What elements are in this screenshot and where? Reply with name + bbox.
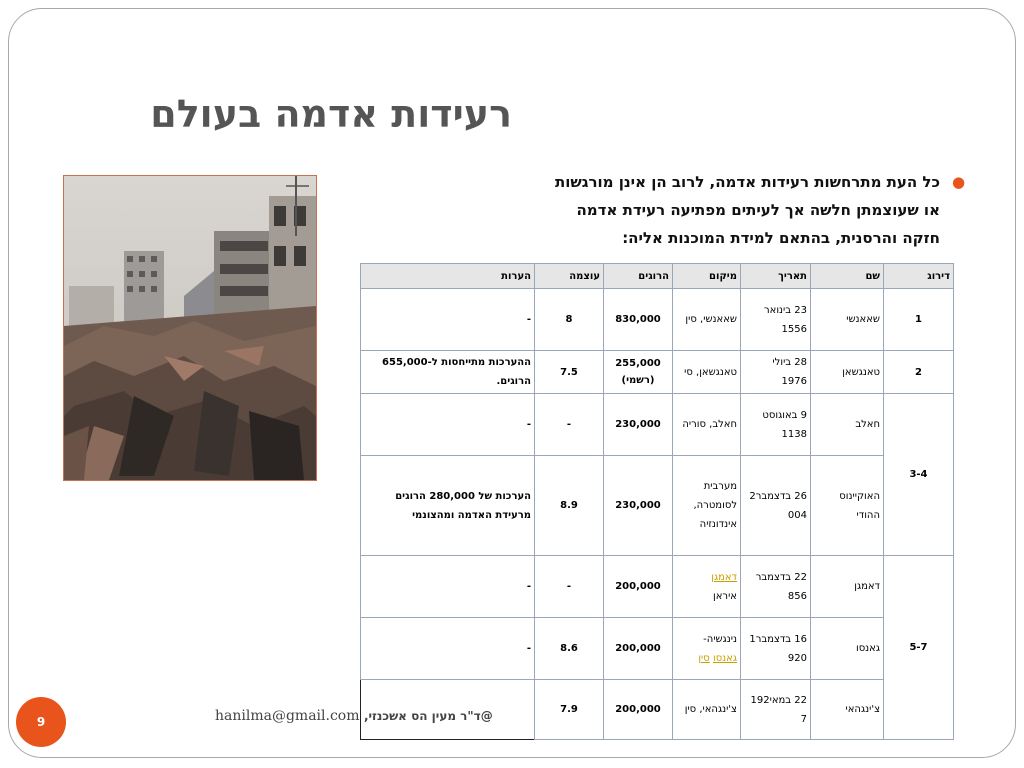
table-row — [361, 556, 954, 618]
footer-email: hanilma@gmail.com — [215, 708, 360, 724]
cell-location: צ'ינגהאי, סין — [673, 680, 741, 740]
cell-deaths: 230,000 — [604, 394, 673, 456]
cell-notes: - — [361, 394, 535, 456]
location-text: נינגשיה- — [703, 633, 737, 645]
cell-deaths: 230,000 — [604, 456, 673, 556]
cell-date: 22 במאי192 7 — [741, 680, 811, 740]
cell-magnitude: 8 — [535, 289, 604, 351]
earthquake-table — [360, 263, 954, 740]
cell-name: שאאנשי — [811, 289, 884, 351]
cell-location — [673, 556, 741, 618]
cell-deaths: 200,000 — [604, 618, 673, 680]
header-location: מיקום — [673, 264, 741, 289]
cell-deaths: 200,000 — [604, 556, 673, 618]
header-magnitude: עוצמה — [535, 264, 604, 289]
bullet-line: חזקה והרסנית, בהתאם למידת המוכנות אליה: — [622, 229, 940, 247]
bullet-paragraph — [480, 168, 940, 252]
table-row — [361, 351, 954, 394]
cell-location: שאאנשי, סין — [673, 289, 741, 351]
table-row — [361, 618, 954, 680]
cell-notes: הערכות של 280,000 הרוגים מרעידת האדמה ומהצונמי — [361, 456, 535, 556]
header-date: תאריך — [741, 264, 811, 289]
cell-magnitude: 7.5 — [535, 351, 604, 394]
cell-date: 22 בדצמבר 856 — [741, 556, 811, 618]
cell-rank: 3-4 — [884, 394, 954, 556]
table-row — [361, 289, 954, 351]
cell-date: 16 בדצמבר1 920 — [741, 618, 811, 680]
cell-magnitude: - — [535, 394, 604, 456]
header-rank: דירוג — [884, 264, 954, 289]
header-notes: הערות — [361, 264, 535, 289]
cell-rank: 5-7 — [884, 556, 954, 740]
cell-deaths: 830,000 — [604, 289, 673, 351]
table-header-row — [361, 264, 954, 289]
page-number-badge: 9 — [16, 697, 66, 747]
bullet-icon: ● — [952, 173, 966, 191]
bullet-line: או שעוצמתן חלשה אך לעיתים מפתיעה רעידת אדמה — [576, 201, 940, 219]
bullet-line: כל העת מתרחשות רעידות אדמה, לרוב הן אינן מורגשות — [555, 173, 940, 191]
cell-date: 9 באוגוסט 1138 — [741, 394, 811, 456]
location-text: איראן — [713, 590, 737, 602]
cell-location: מערבית לסומטרה, אינדונזיה — [673, 456, 741, 556]
cell-magnitude: 8.6 — [535, 618, 604, 680]
table-row — [361, 394, 954, 456]
cell-date: 28 ביולי 1976 — [741, 351, 811, 394]
slide-footer — [215, 708, 493, 724]
cell-rank: 1 — [884, 289, 954, 351]
cell-rank: 2 — [884, 351, 954, 394]
cell-date: 23 בינואר 1556 — [741, 289, 811, 351]
cell-magnitude: - — [535, 556, 604, 618]
footer-author: @ד"ר מעין הס אשכנזי, — [363, 709, 493, 723]
cell-notes: - — [361, 556, 535, 618]
location-link[interactable]: גאנסו — [712, 652, 737, 664]
table-row — [361, 456, 954, 556]
cell-location: חאלב, סוריה — [673, 394, 741, 456]
cell-notes: - — [361, 618, 535, 680]
cell-name: צ'ינגהאי — [811, 680, 884, 740]
cell-magnitude: 8.9 — [535, 456, 604, 556]
slide-title: רעידות אדמה בעולם — [150, 92, 512, 136]
location-link[interactable]: סין — [698, 652, 710, 664]
header-deaths: הרוגים — [604, 264, 673, 289]
cell-name: טאנגשאן — [811, 351, 884, 394]
cell-location: טאנגשאן, סי — [673, 351, 741, 394]
cell-magnitude: 7.9 — [535, 680, 604, 740]
cell-name: חאלב — [811, 394, 884, 456]
cell-name: האוקיינוס ההודי — [811, 456, 884, 556]
cell-name: גאנסו — [811, 618, 884, 680]
cell-deaths: 255,000 (רשמי) — [604, 351, 673, 394]
header-name: שם — [811, 264, 884, 289]
location-link[interactable]: דאמגן — [711, 571, 737, 583]
earthquake-rubble-photo — [63, 175, 317, 481]
cell-deaths: 200,000 — [604, 680, 673, 740]
cell-date: 26 בדצמבר2 004 — [741, 456, 811, 556]
cell-notes: - — [361, 289, 535, 351]
cell-name: דאמגן — [811, 556, 884, 618]
cell-location — [673, 618, 741, 680]
cell-notes: ההערכות מתייחסות ל-655,000 הרוגים. — [361, 351, 535, 394]
